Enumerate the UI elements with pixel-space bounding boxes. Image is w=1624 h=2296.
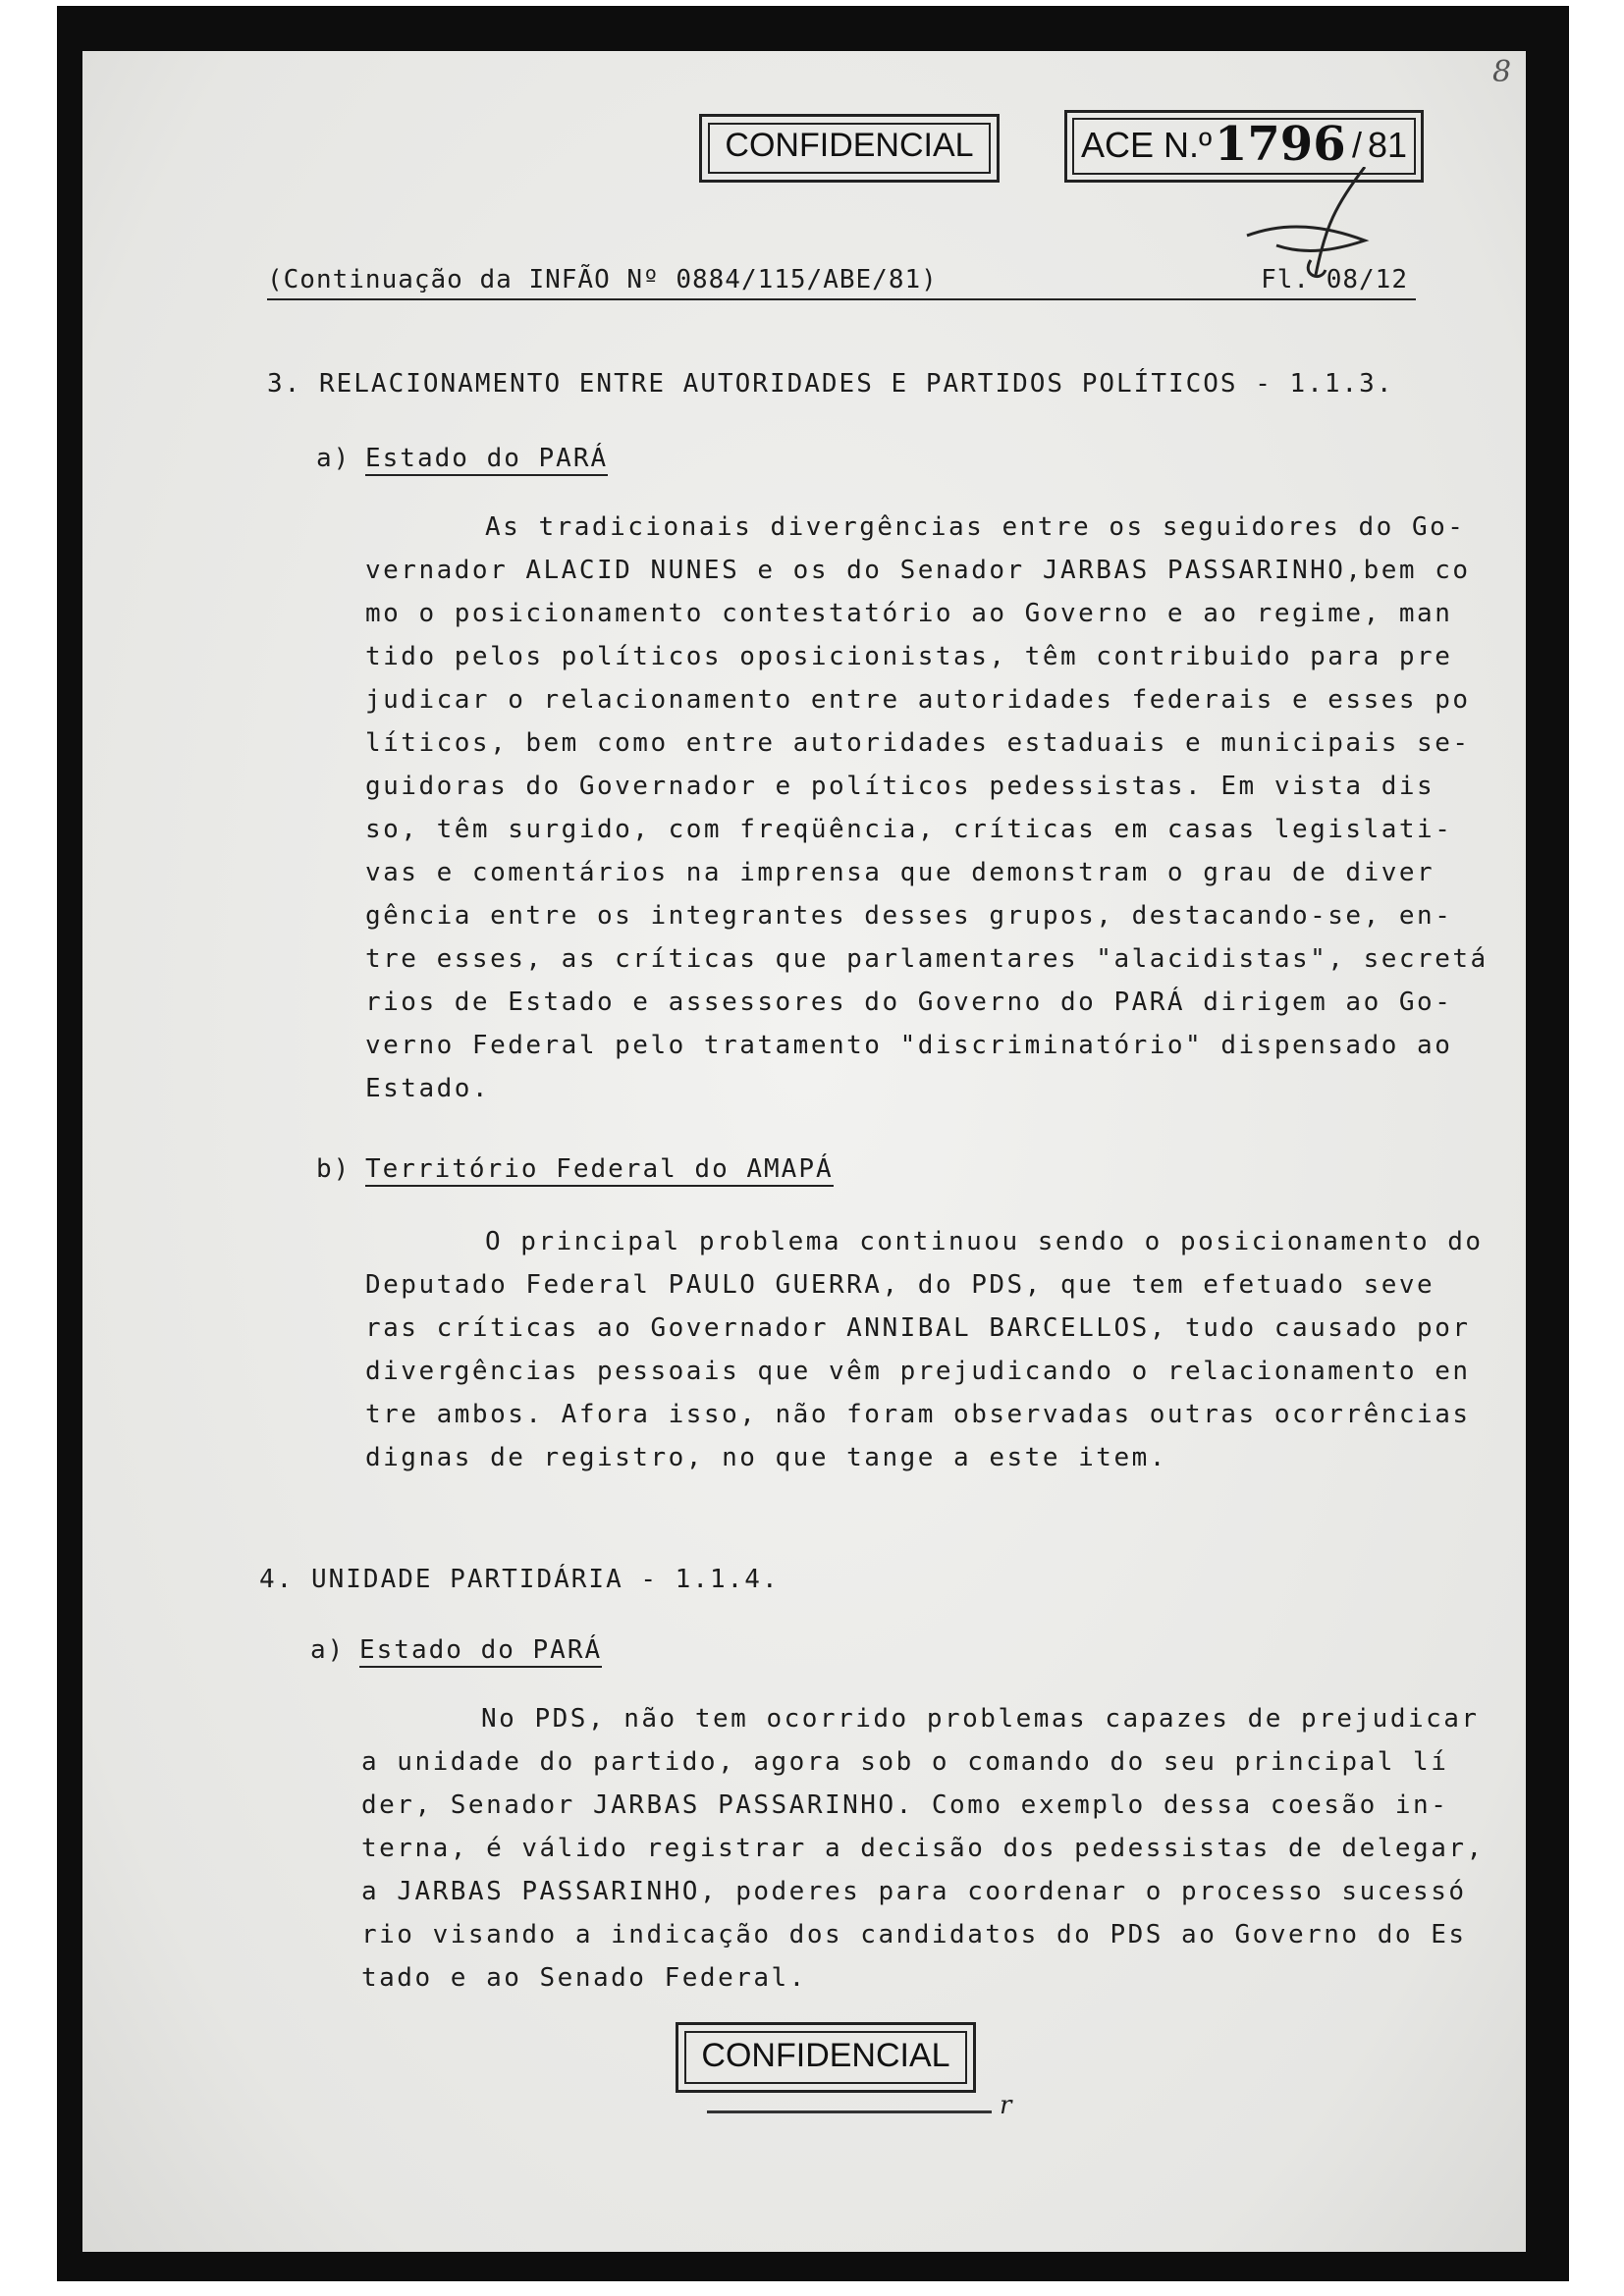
confidential-stamp-top xyxy=(699,114,1000,183)
paragraph-line: tre esses, as críticas que parlamentares "alacidistas", secretá xyxy=(365,944,1489,974)
page-corner-number: 8 xyxy=(1492,55,1512,89)
paragraph-line: dignas de registro, no que tange a este item. xyxy=(365,1443,1167,1472)
section-4a-label: a) xyxy=(310,1635,346,1665)
paragraph-line: líticos, bem como entre autoridades estaduais e municipais se- xyxy=(365,728,1471,758)
confidential-stamp-top-label: CONFIDENCIAL xyxy=(725,127,974,164)
paragraph-line: tre ambos. Afora isso, não foram observadas outras ocorrências xyxy=(365,1400,1471,1429)
paragraph-line: Estado. xyxy=(365,1074,491,1103)
section-3b-label: b) xyxy=(316,1154,352,1184)
ace-number: 1796 xyxy=(1215,117,1346,172)
confidential-stamp-bottom xyxy=(676,2022,976,2093)
paragraph-line: vernador ALACID NUNES e os do Senador JARBAS PASSARINHO,bem co xyxy=(365,556,1471,585)
page-number: Fl. 08/12 xyxy=(1261,265,1408,294)
section-3a-title: Estado do PARÁ xyxy=(365,444,608,476)
paragraph-line: vas e comentários na imprensa que demonstram o grau de diver xyxy=(365,858,1435,887)
paragraph-line: O principal problema continuou sendo o posicionamento do xyxy=(485,1227,1484,1256)
stamp-underline xyxy=(707,2110,992,2113)
paragraph-line: divergências pessoais que vêm prejudicando o relacionamento en xyxy=(365,1357,1471,1386)
paragraph-line: Deputado Federal PAULO GUERRA, do PDS, que tem efetuado seve xyxy=(365,1270,1435,1300)
paragraph-line: a JARBAS PASSARINHO, poderes para coordenar o processo sucessó xyxy=(361,1877,1467,1906)
paragraph-line: As tradicionais divergências entre os seguidores do Go- xyxy=(485,512,1466,542)
paragraph-line: ras críticas ao Governador ANNIBAL BARCELLOS, tudo causado por xyxy=(365,1313,1471,1343)
section-4-heading: 4. UNIDADE PARTIDÁRIA - 1.1.4. xyxy=(259,1565,780,1594)
paragraph-line: der, Senador JARBAS PASSARINHO. Como exemplo dessa coesão in- xyxy=(361,1790,1449,1820)
section-3b-title: Território Federal do AMAPÁ xyxy=(365,1154,834,1187)
ace-separator: / xyxy=(1352,125,1363,165)
stamp-mark: r xyxy=(1000,2091,1012,2120)
info-reference: (Continuação da INFÃO Nº 0884/115/ABE/81) xyxy=(267,265,938,294)
paragraph-line: tido pelos políticos oposicionistas, têm contribuido para pre xyxy=(365,642,1453,671)
document-header xyxy=(267,265,1416,300)
paragraph-line: so, têm surgido, com freqüência, críticas em casas legislati- xyxy=(365,815,1453,844)
ace-label: ACE N.º xyxy=(1081,125,1213,165)
paragraph-line: guidoras do Governador e políticos pedessistas. Em vista dis xyxy=(365,772,1435,801)
paragraph-line: rios de Estado e assessores do Governo do PARÁ dirigem ao Go- xyxy=(365,988,1453,1017)
paragraph-line: gência entre os integrantes desses grupos, destacando-se, en- xyxy=(365,901,1453,931)
paragraph-line: a unidade do partido, agora sob o comando do seu principal lí xyxy=(361,1747,1449,1777)
paragraph-line: verno Federal pelo tratamento "discriminatório" dispensado ao xyxy=(365,1031,1453,1060)
ace-year: 81 xyxy=(1368,125,1408,165)
section-3a-label: a) xyxy=(316,444,352,473)
paragraph-line: judicar o relacionamento entre autoridades federais e esses po xyxy=(365,685,1471,715)
paragraph-line: rio visando a indicação dos candidatos do PDS ao Governo do Es xyxy=(361,1920,1467,1949)
paragraph-line: No PDS, não tem ocorrido problemas capazes de prejudicar xyxy=(481,1704,1480,1734)
confidential-stamp-bottom-label: CONFIDENCIAL xyxy=(701,2037,950,2074)
section-3-heading: 3. RELACIONAMENTO ENTRE AUTORIDADES E PARTIDOS POLÍTICOS - 1.1.3. xyxy=(267,369,1394,399)
paragraph-line: tado e ao Senado Federal. xyxy=(361,1963,807,1993)
paragraph-line: mo o posicionamento contestatório ao Governo e ao regime, man xyxy=(365,599,1453,628)
paragraph-line: terna, é válido registrar a decisão dos pedessistas de delegar, xyxy=(361,1834,1485,1863)
section-4a-title: Estado do PARÁ xyxy=(359,1635,602,1668)
